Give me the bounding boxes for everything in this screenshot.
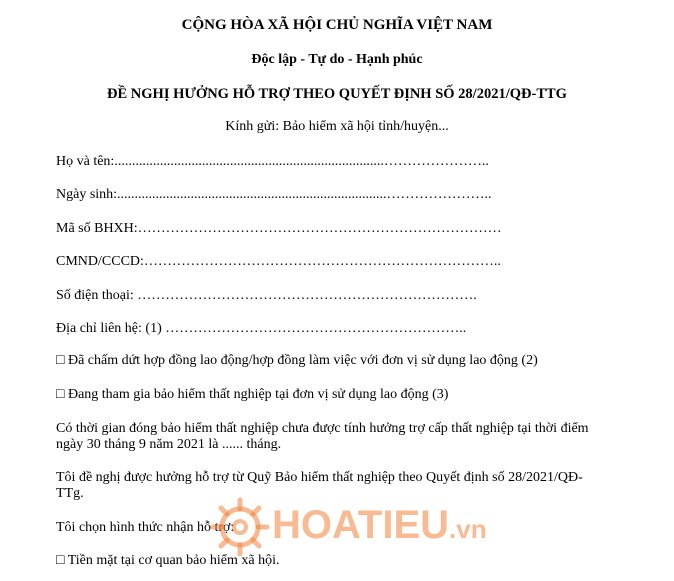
field-address: Địa chỉ liên hệ: (1) ……………………………………………………….. <box>56 321 467 336</box>
option-contract-terminated: □ Đã chấm dứt hợp đồng lao động/hợp đồng làm việc với đơn vị sử dụng lao động (2) <box>56 353 538 368</box>
field-phone: Số điện thoại: ………………………………………………………………. <box>56 288 477 303</box>
watermark-logo-text <box>272 503 487 551</box>
field-social-insurance-number: Mã số BHXH:…………………………………………………………………… <box>56 221 502 236</box>
watermark-brand: HOATIEU <box>272 503 450 547</box>
country-heading: CỘNG HÒA XÃ HỘI CHỦ NGHĨA VIỆT NAM <box>181 17 493 33</box>
paragraph-contribution-line-1: Có thời gian đóng bảo hiểm thất nghiệp chưa được tính hưởng trợ cấp thất nghiệp tại thời điểm <box>56 421 589 436</box>
field-id-card: CMND/CCCD:………………………………………………………………….. <box>56 254 501 269</box>
option-currently-insured: □ Đang tham gia bảo hiểm thất nghiệp tại đơn vị sử dụng lao động (3) <box>56 387 449 402</box>
field-full-name: Họ và tên:.............................................................................………………….. <box>56 154 489 169</box>
paragraph-payment-method: Tôi chọn hình thức nhận hỗ trợ: <box>56 520 235 535</box>
watermark <box>210 497 510 557</box>
paragraph-contribution-line-2: ngày 30 tháng 9 năm 2021 là ...... tháng. <box>56 437 282 452</box>
paragraph-request-line-2: TTg. <box>56 486 84 501</box>
recipient-line: Kính gửi: Bảo hiểm xã hội tỉnh/huyện... <box>225 119 449 134</box>
paragraph-request-line-1: Tôi đề nghị được hưởng hỗ trợ từ Quỹ Bảo hiểm thất nghiệp theo Quyết định số 28/2021/QĐ- <box>56 470 583 485</box>
watermark-suffix: .vn <box>449 514 487 544</box>
field-date-of-birth: Ngày sinh:.............................................................................………………….. <box>56 187 492 202</box>
motto: Độc lập - Tự do - Hạnh phúc <box>251 52 423 67</box>
option-cash-payment: □ Tiền mặt tại cơ quan bảo hiểm xã hội. <box>56 553 280 568</box>
document-title: ĐỀ NGHỊ HƯỞNG HỖ TRỢ THEO QUYẾT ĐỊNH SỐ 28/2021/QĐ-TTG <box>107 86 567 102</box>
